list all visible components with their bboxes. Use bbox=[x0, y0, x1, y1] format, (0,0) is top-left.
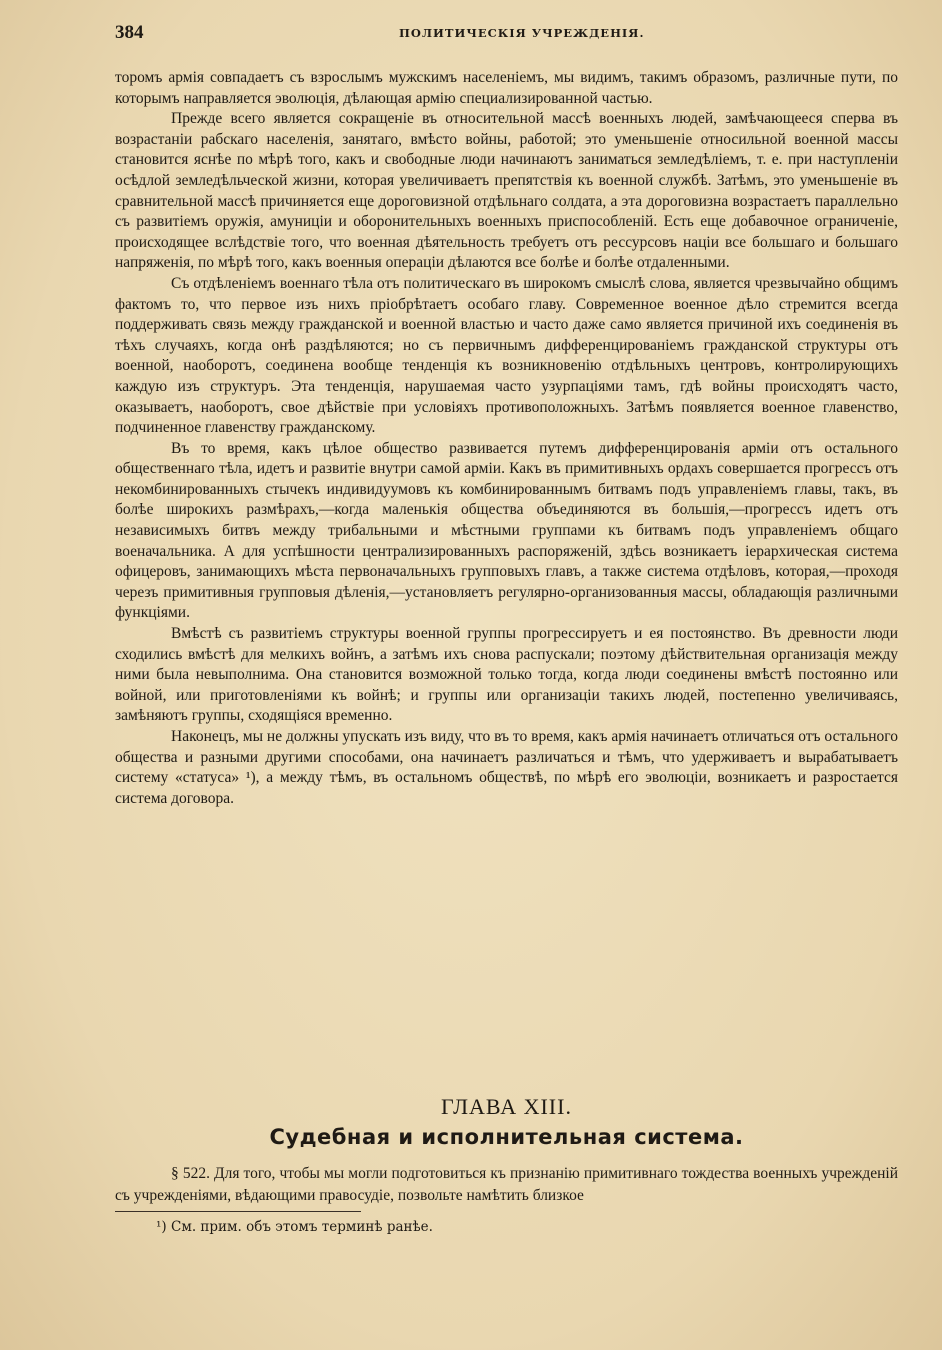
footnote-divider bbox=[115, 1211, 361, 1212]
footnote-text: См. прим. объ этомъ терминѣ ранѣе. bbox=[170, 1219, 433, 1235]
running-title: ПОЛИТИЧЕСКІЯ УЧРЕЖДЕНІЯ. bbox=[399, 26, 645, 40]
paragraph: торомъ армія совпадаетъ съ взрослымъ мужскимъ населеніемъ, мы видимъ, такимъ образомъ, различные пути, по которымъ направляется эволюція, дѣлающая армію специализированной частью. bbox=[115, 69, 898, 107]
paragraph: Наконецъ, мы не должны упускать изъ виду, что въ то время, какъ армія начинаетъ отличаться отъ остального общества и разными другими способами, она начинаетъ различаться и тѣмъ, что удерживаетъ и вырабатываетъ систему «статуса» ¹), а между тѣмъ, въ остальномъ обществѣ, по мѣрѣ его эволюціи, возникаетъ и разростается система договора. bbox=[115, 728, 898, 807]
chapter-number: ГЛАВА XIII. bbox=[441, 1094, 572, 1119]
page-header bbox=[115, 22, 898, 46]
body-text bbox=[115, 68, 898, 809]
paragraph: Вмѣстѣ съ развитіемъ структуры военной группы прогрессируетъ и ея постоянство. Въ древности люди сходились вмѣстѣ для мелкихъ войнъ, а затѣмъ ихъ снова распускали; поэтому дѣйствительная организація между ними была невыполнима. Она становится возможной только тогда, когда люди соединены вмѣстѣ постоянно или войной, или приготовленіями къ войнѣ; и группы или организаціи такихъ людей, постепенно увеличиваясь, замѣняютъ группы, сходящіяся временно. bbox=[115, 625, 898, 725]
section-paragraph: § 522. Для того, чтобы мы могли подготовиться къ признанію примитивнаго тождества военныхъ учрежденій съ учрежденіями, вѣдающими правосудіе, позвольте намѣтить близкое bbox=[115, 1165, 898, 1204]
paragraph: Прежде всего является сокращеніе въ относительной массѣ военныхъ людей, замѣчающееся сперва въ возрастаніи рабскаго населенія, занятаго, вмѣсто войны, работой; это уменьшеніе относильной военной массы становится яснѣе по мѣрѣ того, какъ и свободные люди начинаютъ заниматься земледѣліемъ, т. е. при наступленіи осѣдлой земледѣльческой жизни, которая увеличиваетъ препятствія къ военной службѣ. Затѣмъ, это уменьшеніе въ сравнительной массѣ причиняется еще дороговизной отдѣльнаго солдата, а эта дороговизна возрастаетъ параллельно съ развитіемъ оружія, амуниціи и оборонительныхъ военныхъ приспособленій. Есть еще добавочное ограниченіе, происходящее вслѣдствіе того, что военная дѣятельность требуетъ отъ рессурсовъ націи все большаго и большаго напряженія, по мѣрѣ того, какъ военныя операціи дѣлаются все болѣе и болѣе отдаленными. bbox=[115, 110, 898, 272]
chapter-title: Судебная и исполнительная система. bbox=[269, 1125, 744, 1149]
paragraph: Съ отдѣленіемъ военнаго тѣла отъ политическаго въ широкомъ смыслѣ слова, является чрезвычайно общимъ фактомъ то, что первое изъ нихъ пріобрѣтаетъ особаго главу. Современное военное дѣло стремится всегда поддерживать связь между гражданской и военной властью и часто даже само является причиной ихъ соединенія въ тѣхъ случаяхъ, когда онѣ раздѣляются; но съ первичнымъ дифференцированіемъ гражданской структуры отъ военной, наоборотъ, соединена вообще тенденція къ возникновенію отдѣльныхъ центровъ, контролирующихъ каждую изъ структуръ. Эта тенденція, нарушаемая часто узурпаціями тамъ, гдѣ войны происходятъ часто, оказываетъ, наоборотъ, свое дѣйствіе при условіяхъ противоположныхъ. Затѣмъ появляется военное главенство, подчиненное главенству гражданскому. bbox=[115, 274, 898, 437]
footnote-marker: ¹) bbox=[156, 1219, 167, 1235]
footnote bbox=[156, 1219, 433, 1235]
page-number: 384 bbox=[115, 22, 144, 43]
paragraph: Въ то время, какъ цѣлое общество развивается путемъ дифференцированія арміи отъ остального общественнаго тѣла, идетъ и развитіе внутри самой арміи. Какъ въ примитивныхъ ордахъ совершается прогрессъ отъ некомбинированныхъ стычекъ индивидуумовъ къ комбинированнымъ битвамъ подъ управленіемъ главы, такъ, въ болѣе широкихъ размѣрахъ,—когда маленькія общества объединяются въ большія,—прогрессъ идетъ отъ независимыхъ битвъ между трибальными и мѣстными группами къ битвамъ подъ управленіемъ общаго военачальника. А для успѣшности централизированныхъ распоряженій, здѣсь возникаетъ іерархическая система офицеровъ, занимающихъ мѣста первоначальныхъ групповыхъ главъ, а также система отдѣловъ, которая,—проходя черезъ примитивныя групповыя дѣленія,—установляетъ регулярно-организованныя массы, обладающія различными функціями. bbox=[115, 439, 898, 622]
